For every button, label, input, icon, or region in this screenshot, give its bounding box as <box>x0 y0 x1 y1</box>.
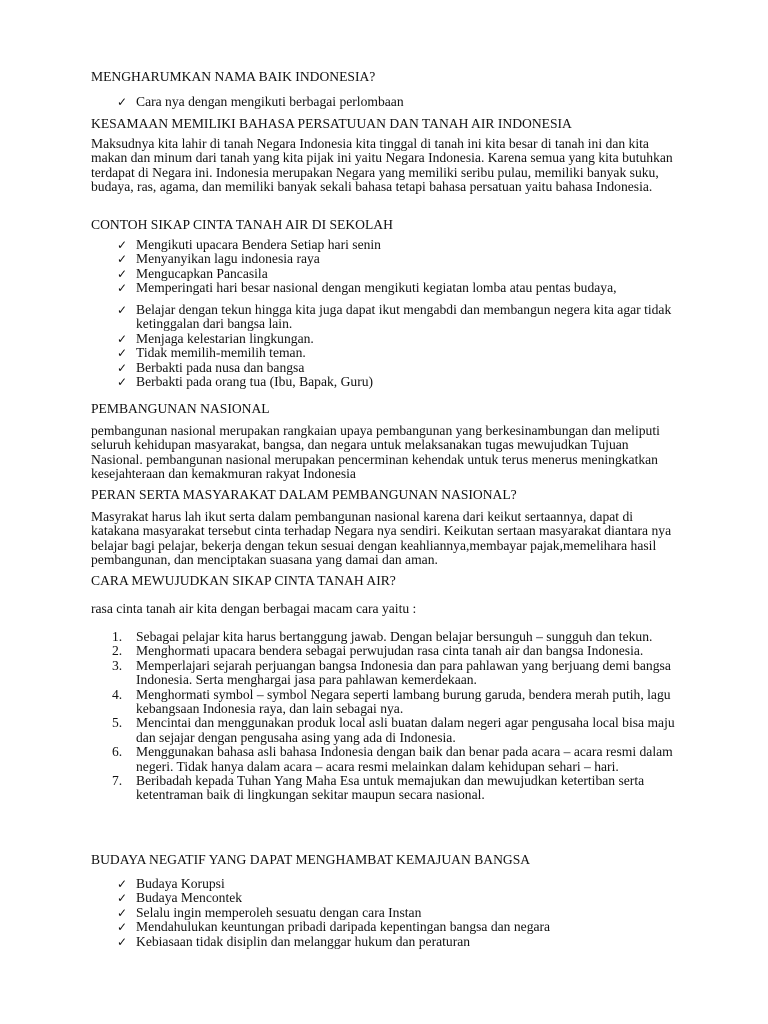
list-item: ✓ Mengikuti upacara Bendera Setiap hari senin <box>117 237 381 252</box>
list-item: 7. Beribadah kepada Tuhan Yang Maha Esa untuk memajukan dan mewujudkan ketertiban serta ketentraman baik di lingkungan sekitar maupun secara nasional. <box>112 773 645 803</box>
check-icon: ✓ <box>117 281 128 296</box>
list-item: ✓ Kebiasaan tidak disiplin dan melanggar hukum dan peraturan <box>117 933 471 949</box>
check-icon: ✓ <box>117 303 128 317</box>
section-heading-pembangunan-nasional: PEMBANGUNAN NASIONAL <box>91 401 270 416</box>
list-item: ✓ Mendahulukan keuntungan pribadi daripada kepentingan bangsa dan negara <box>117 919 551 935</box>
section-heading-budaya-negatif: BUDAYA NEGATIF YANG DAPAT MENGHAMBAT KEMAJUAN BANGSA <box>91 852 531 867</box>
section-heading-kesamaan-bahasa: KESAMAAN MEMILIKI BAHASA PERSATUUAN DAN TANAH AIR INDONESIA <box>91 116 572 131</box>
section-heading-contoh-sikap: CONTOH SIKAP CINTA TANAH AIR DI SEKOLAH <box>91 217 393 232</box>
section-heading-harumkan-nama: MENGHARUMKAN NAMA BAIK INDONESIA? <box>91 69 376 84</box>
section-heading-cara-mewujudkan: CARA MEWUJUDKAN SIKAP CINTA TANAH AIR? <box>91 573 396 588</box>
check-icon: ✓ <box>117 266 128 281</box>
list-item: ✓ Selalu ingin memperoleh sesuatu dengan cara Instan <box>117 904 422 920</box>
check-icon: ✓ <box>117 934 128 949</box>
check-icon: ✓ <box>117 252 128 267</box>
contoh-sikap-list-b <box>117 303 687 389</box>
contoh-sikap-list-a <box>117 238 687 296</box>
list-item: ✓ Berbakti pada nusa dan bangsa <box>117 359 305 375</box>
check-icon: ✓ <box>117 95 128 109</box>
list-item: 2. Menghormati upacara bendera sebagai perwujudan rasa cinta tanah air dan bangsa Indonesia. <box>112 643 644 659</box>
section-heading-peran-serta: PERAN SERTA MASYARAKAT DALAM PEMBANGUNAN NASIONAL? <box>91 487 517 502</box>
list-item: 6. Menggunakan bahasa asli bahasa Indonesia dengan baik dan benar pada acara – acara resmi dalam negeri. Tidak hanya dalam acara – acara resmi melainkan dalam kehidupan sehari – hari. <box>112 744 673 774</box>
check-icon: ✓ <box>117 891 128 906</box>
list-item: 5. Mencintai dan menggunakan produk local asli buatan dalam negeri agar pengusaha local bisa maju dan sejajar dengan pengusaha asing yang ada di Indonesia. <box>112 715 675 745</box>
list-item: ✓ Memperingati hari besar nasional dengan mengikuti kegiatan lomba atau pentas budaya, <box>117 280 617 296</box>
list-item: 4. Menghormati symbol – symbol Negara seperti lambang burung garuda, bendera merah putih, lagu kebangsaan Indonesia raya, dan lain sebagai nya. <box>112 686 671 717</box>
list-item: ✓ Menjaga kelestarian lingkungan. <box>117 330 314 346</box>
check-icon: ✓ <box>117 920 128 935</box>
harumkan-list <box>117 95 687 109</box>
paragraph-kesamaan-bahasa: Maksudnya kita lahir di tanah Negara Indonesia kita tinggal di tanah ini kita besar di tanah ini dan kita makan dan minum dari tanah yang kita pijak ini yaitu Negara Indonesia. Karena semua yang kita butuhkan terdapat di Negara ini. Indonesia merupakan Negara yang memiliki seribu pulau, memiliki banyak suku, budaya, ras, agama, dan memiliki banyak sekali bahasa tetapi bahasa persatuan yaitu bahasa Indonesia. <box>91 136 673 195</box>
list-item: ✓ Tidak memilih-memilih teman. <box>117 345 306 361</box>
cara-mewujudkan-list <box>112 630 677 803</box>
budaya-negatif-list <box>117 877 687 949</box>
list-item: ✓ Menyanyikan lagu indonesia raya <box>117 251 320 267</box>
paragraph-peran-serta: Masyrakat harus lah ikut serta dalam pembangunan nasional karena dari keikut sertaannya, dapat di katakana masyarakat tersebut cinta terhadap Negara nya sendiri. Keikutan sertaan masyarakat diantara nya belajar bagi pelajar, bekerja dengan tekun sesuai dengan keahliannya,membayar pajak,memelihara hasil pembangunan, dan menciptakan suasana yang damai dan aman. <box>91 509 672 568</box>
list-item: ✓ Berbakti pada orang tua (Ibu, Bapak, Guru) <box>117 374 374 390</box>
check-icon: ✓ <box>117 331 128 346</box>
list-item: ✓ Mengucapkan Pancasila <box>117 265 268 281</box>
list-item: ✓ Budaya Korupsi <box>117 876 225 891</box>
list-item: 3. Memperlajari sejarah perjuangan bangsa Indonesia dan para pahlawan yang berjuang demi bangsa Indonesia. Serta menghargai jasa para pahlawan kemerdekaan. <box>112 657 671 688</box>
list-item: ✓ Cara nya dengan mengikuti berbagai perlombaan <box>117 94 404 109</box>
paragraph-pembangunan-nasional: pembangunan nasional merupakan rangkaian upaya pembangunan yang berkesinambungan dan meliputi seluruh kehidupan masyarakat, bangsa, dan negara untuk melaksanakan tugas mewujudkan Tujuan Nasional. pembangunan nasional merupakan pencerminan kehendak untuk terus menerus meningkatkan kesejahteraan dan kemakmuran rakyat Indonesia <box>91 423 660 482</box>
check-icon: ✓ <box>117 905 128 920</box>
list-item: ✓ Budaya Mencontek <box>117 890 243 906</box>
list-item: ✓ Belajar dengan tekun hingga kita juga dapat ikut mengabdi dan membangun negera kita agar tidak ketinggalan dari bangsa lain. <box>117 302 672 332</box>
paragraph-cara-intro: rasa cinta tanah air kita dengan berbagai macam cara yaitu : <box>91 601 417 616</box>
check-icon: ✓ <box>117 877 128 891</box>
check-icon: ✓ <box>117 346 128 361</box>
check-icon: ✓ <box>117 360 128 375</box>
check-icon: ✓ <box>117 238 128 252</box>
list-item: 1. Sebagai pelajar kita harus bertanggung jawab. Dengan belajar bersunguh – sungguh dan tekun. <box>112 629 653 644</box>
check-icon: ✓ <box>117 375 128 390</box>
